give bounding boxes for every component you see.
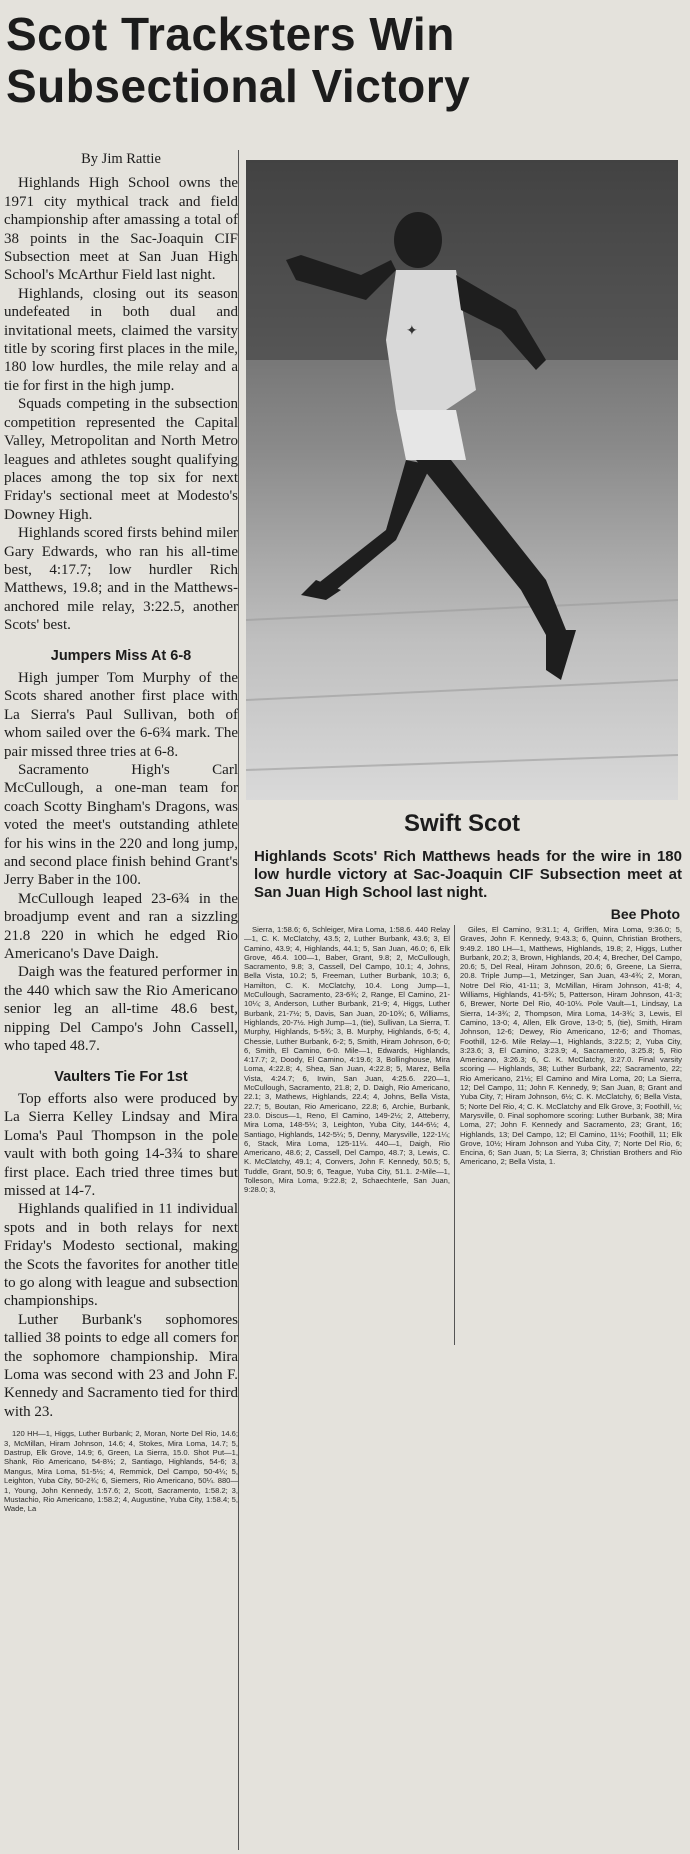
results-text: 120 HH—1, Higgs, Luther Burbank; 2, Moran, Norte Del Rio, 14.6; 3, McMillan, Hiram Johnson, 14.6; 4, Stokes, Mira Loma, 14.7; 5, Dastrup, Elk Grove, 14.9; 6, Green, La Sierra, 15.0. Shot Put—1, Shank, Rio Americano, 54-8½; 2, Santiago, Highlands, 54-6; 3, Mangus, Mira Loma, 51-5½; 4, Remmick, Del Campo, 50-4¼; 5, Leighton, Yuba City, 50-2¾; 6, Siemers, Rio Americano, 50¼. 880—1, Young, John Kennedy, 1:57.6; 2, Scott, Sacramento, 1:58.2; 3, Mustachio, Rio Americano, 1:58.2; 4, Augustine, Yuba City, 1:58.4; 5, Wade, La [4,1429,238,1514]
photo-caption: Highlands Scots' Rich Matthews heads for the wire in 180 low hurdle victory at Sac-Joaquin CIF Subsection meet at San Juan High School last night. [254,848,682,901]
results-middle-column [244,925,450,1195]
column-rule [454,925,455,1345]
jersey-logo: ✦ [406,322,418,338]
headline-line-1: Scot Tracksters Win [6,8,455,60]
subhead-vaulters: Vaulters Tie For 1st [54,1068,188,1085]
paragraph: Highlands, closing out its season undefeated in both dual and invitational meets, claimed the varsity title by scoring first places in the mile, 180 low hurdles, the mile relay and a tie for first in the high jump. [4,285,238,394]
caption-head: Swift Scot [403,810,520,837]
paragraph: Top efforts also were produced by La Sierra Kelley Lindsay and Mira Loma's Paul Thompson in the pole vault with both going 14-3¾ to share first place. Each tried three times but missed at 14-7. [4,1090,238,1199]
results-left-bottom [4,1429,238,1514]
byline: By Jim Rattie [81,151,161,167]
headline [6,8,686,112]
runner-illustration [246,160,678,800]
paragraph: Luther Burbank's sophomores tallied 38 points to edge all comers for the sophomore championship. Mira Loma was second with 23 and John F. Kennedy and Sacramento tied for third with 23. [4,1311,238,1420]
runner-photo [246,160,678,800]
paragraph: High jumper Tom Murphy of the Scots shared another first place with La Sierra's Paul Sullivan, both of whom sailed over the 6-6¾ mark. The pair missed three tries at 6-8. [4,669,238,760]
subhead-jumpers: Jumpers Miss At 6-8 [50,647,192,664]
headline-line-2: Subsectional Victory [6,60,471,112]
paragraph: Highlands scored firsts behind miler Gary Edwards, who ran his all-time best, 4:17.7; low hurdler Rich Matthews, 19.8; and in the Matthews-anchored mile relay, 3:22.5, another Scots' best. [4,525,238,634]
results-right-column [460,925,682,1167]
paragraph: Highlands qualified in 11 individual spots and in both relays for next Friday's Modesto sectional, making the Scots the favorites for another title to go along with league and subsection championships. [4,1201,238,1310]
paragraph: Daigh was the featured performer in the 440 which saw the Rio Americano senior leg an all-time 48.6 best, nipping Del Campo's John Cassell, who taped 48.7. [4,964,238,1055]
column-rule [238,150,239,1850]
paragraph: Sacramento High's Carl McCullough, a one-man team for coach Scotty Bingham's Dragons, was voted the meet's outstanding athlete for his wins in the 220 and long jump, and second place finish behind Grant's Jerry Baber in the 100. [4,762,238,889]
photo-swift-scot [246,160,678,800]
results-text: Giles, El Camino, 9:31.1; 4, Griffen, Mira Loma, 9:36.0; 5, Graves, John F. Kennedy, 9:43.3; 6, Quinn, Christian Brothers, 9:49.2. 180 LH—1, Matthews, Highlands, 19.8; 2, Higgs, Luther Burbank, 20.2; 3, Brown, Highlands, 20.4; 4, Brecher, Del Campo, 20.6; 5, Del Real, Hiram Johnson, 20.6; 6, Greene, La Sierra, 20.8. Triple Jump—1, Metzinger, San Juan, 43-4¾; 2, Moran, Notre Del Rio, 41-11; 3, McMillan, Hiram Johnson, 41-8; 4, Williams, Highlands, 41-5¾; 5, Patterson, Hiram Johnson, 41-3; 6, Brewer, Norte Del Rio, 40-10¼. Pole Vault—1, Lindsay, La Sierra, 14-3¾; 2, Thompson, Mira Loma, 14-3¾; 3, Lewis, El Camino, 13-0; 4, Allen, Elk Grove, 13-0; 5, (tie), Smith, Hiram Johnson, 12-6; Dewey, Rio Americano, 12-6; and Thomas, Foothill, 12-6. Mile Relay—1, Highlands, 3:22.5; 2, Yuba City, 3:23.6; 3, El Camino, 3:23.9; 4, Sacramento, 3:25.8; 5, Rio Americano, 3:26.3; 6, C. K. McClatchy, 3:27.0. Final varsity scoring — Highlands, 38; Luther Burbank, 22; Sacramento, 22; Rio Americano, 21½; El Camino and Mira Loma, 20; La Sierra, 12; Del Campo, 11; John F. Kennedy, 9; San Juan, 8; Grant and Yuba City, 7; Hiram Johnson, 6½; C. K. McClatchy, 6; Bella Vista, 5; Norte Del Rio, 4; C. K. McClatchy and Elk Grove, 3; Foothill, ½; Marysville, 0. Final sophomore scoring: Luther Burbank, 38; Mira Loma, 27; John F. Kennedy and Sacramento, 23; Grant, 16; Highlands, 13; Del Campo, 12; El Camino, 11½; Foothill, 11; Elk Grove, 10½; Hiram Johnson and Yuba City, 7; Norte Del Rio, 6; Encina, 6; San Juan, 5; La Sierra, 3; Christian Brothers and Rio Americano, 2; Bella Vista, 1. [460,925,682,1167]
paragraph: Highlands High School owns the 1971 city mythical track and field championship after amassing a total of 38 points in the Sac-Joaquin CIF Subsection meet at San Juan High School's McArthur Field last night. [4,175,238,284]
paragraph: McCullough leaped 23-6¾ in the broadjump event and ran a sizzling 21.8 220 in which he edged Rio Americano's Dave Daigh. [4,890,238,963]
article-left-column [4,150,238,1514]
paragraph: Squads competing in the subsection competition represented the Capital Valley, Metropolitan and North Metro leagues and athletes sought qualifying places among the top six for next Friday's sectional meet at Modesto's Downey High. [4,396,238,523]
photo-credit: Bee Photo [610,906,680,922]
results-text: Sierra, 1:58.6; 6, Schleiger, Mira Loma, 1:58.6. 440 Relay—1, C. K. McClatchy, 43.5; 2, Luther Burbank, 43.6; 3, El Camino, 43.9; 4, Highlands, 44.1; 5, San Juan, 46.0; 6, Elk Grove, 46.4. 100—1, Baber, Grant, 9.8; 2, McCullough, Sacramento, 9.8; 3, Cassell, Del Campo, 10.1; 4, Johns, Bella Vista, 10.2; 5, Freeman, Luther Burbank, 10.3; 6, Hamilton, C. K. McClatchy, 10.4. Long Jump—1, McCullough, Sacramento, 23-6¾; 2, Range, El Camino, 21-10¼; 3, Anderson, Luther Burbank, 21-9; 4, Higgs, Luther Burbank, 21-7½; 5, Davis, San Juan, 20-10¾; 6, Williams, Highlands, 20-7½. High Jump—1, (tie), Sullivan, La Sierra, T. Murphy, Highlands, 5-5¾; 3, B. Murphy, Highlands, 6-5; 4, Chessie, Luther Burbank, 6-2; 5, Smith, Hiram Johnson, 6-0; 6, Smith, El Camino, 6-0. Mile—1, Edwards, Highlands, 4:17.7; 2, Doody, El Camino, 4:19.6; 3, Bollinghouse, Mira Loma, 4:22.8; 4, Shea, San Juan, 4:22.8; 5, Marez, Bella Vista, 4:24.7; 6, Irwin, San Juan, 4:25.6. 220—1, McCullough, Sacramento, 21.8; 2, D. Daigh, Rio Americano, 22.1; 3, Mathews, Highlands, 22.4; 4, Johns, Bella Vista, 22.7; 5, Boutan, Rio Americano, 22.8; 6, Archie, Burbank, 23.0. Discus—1, Reno, El Camino, 149-2½; 2, Atteberry, Mira Loma, 148-5¼; 3, Leighton, Yuba City, 144-6½; 4, Santiago, Highlands, 142-5¼; 5, Denny, Marysville, 122-1¼; 6, Stack, Mira Loma, 125-11¼. 440—1, Daigh, Rio Americano, 48.6; 2, Cassell, Del Campo, 48.7; 3, Lewis, C. K. McClatchy, 49.1; 4, Convers, John F. Kennedy, 50.5; 5, Tuddle, Grant, 50.9; 6, Teague, Yuba City, 51.1. 2-Mile—1, Tolleson, Mira Loma, 9:22.8; 2, Schaechterle, San Juan, 9:28.0; 3, [244,925,450,1195]
